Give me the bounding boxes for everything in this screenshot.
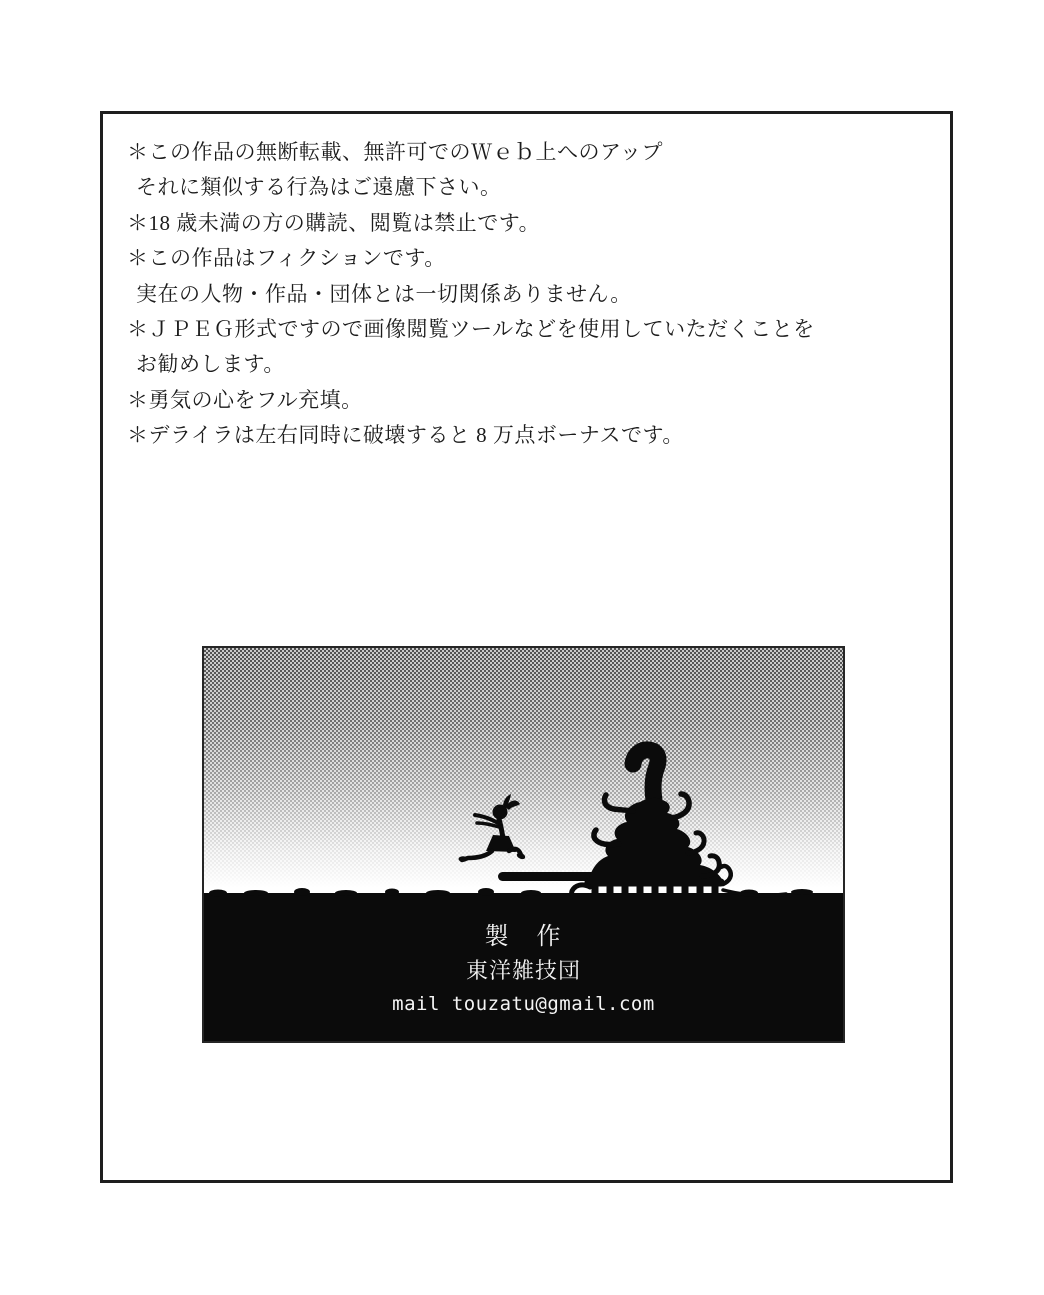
credits-text-block [204,920,843,1021]
worm-monster-silhouette [572,750,786,899]
disclaimer-line: ＊18 歳未満の方の購読、閲覧は禁止です。 [127,210,541,235]
disclaimer-line: ＊この作品の無断転載、無許可でのＷｅｂ上へのアップ [127,140,664,164]
disclaimer-line: 実在の人物・作品・団体とは一切関係ありません。 [136,281,632,306]
disclaimer-line: ＊この作品はフィクションです。 [127,246,446,271]
disclaimer-text-block [127,135,867,454]
running-girl-silhouette [459,794,527,862]
credits-panel [202,646,845,1043]
disclaimer-line: ＊勇気の心をフル充填。 [127,387,363,412]
group-name: 東洋雑技団 [465,958,581,983]
disclaimer-line: ＊デライラは左右同時に破壊すると 8 万点ボーナスです。 [127,423,684,448]
disclaimer-line: ＊ＪＰＥＧ形式ですので画像閲覧ツールなどを使用していただくことを [127,317,815,342]
production-label: 製 作 [484,924,563,950]
contact-email: mail touzatu@gmail.com [392,993,655,1015]
page-border [100,111,953,1183]
disclaimer-line: それに類似する行為はご遠慮下さい。 [136,175,502,200]
disclaimer-line: お勧めします。 [136,352,285,377]
